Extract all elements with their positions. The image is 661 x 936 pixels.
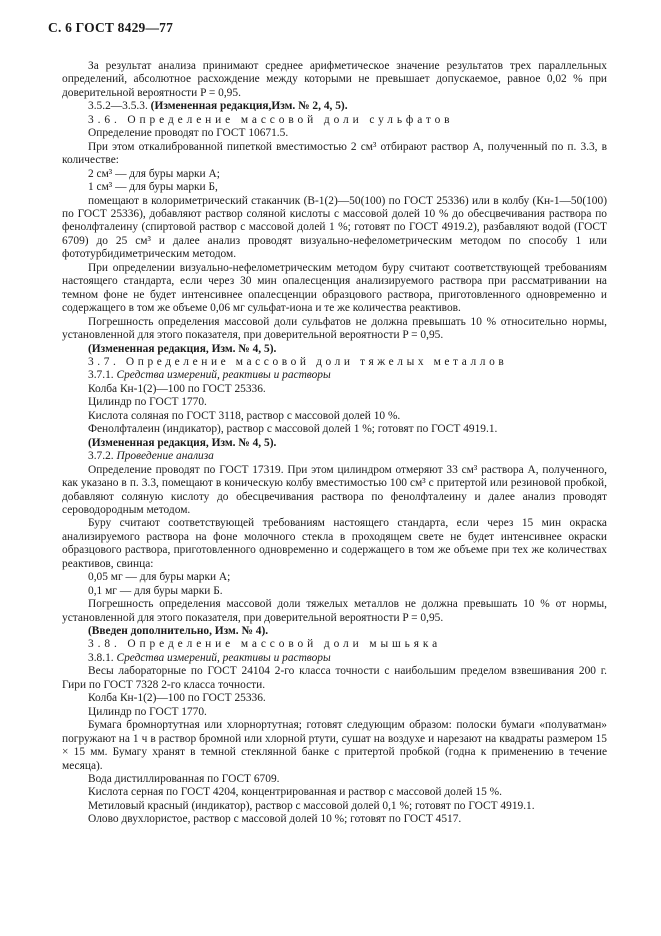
amendment-note: (Введен дополнительно, Изм. № 4). — [88, 625, 269, 638]
subsection-heading — [62, 652, 607, 665]
paragraph: За результат анализа принимают среднее арифметическое значение результатов трех параллельных определений, абсолютное расхождение между которыми не превышает допускаемое, равное 0,02 % при доверительной вероятности P = 0,95. — [62, 60, 607, 99]
list-item: 1 см³ — для буры марки Б, — [88, 181, 218, 194]
paragraph: При определении визуально-нефелометрическим методом буру считают соответствующей требованиям настоящего стандарта, если через 30 мин опалесценция анализируемого раствора при рассматривании на темном фоне не будет интенсивнее опалесценции образцового раствора, приготовленного одновременно и содержащего в том же объеме 0,06 мг сульфат-иона и те же количества реактивов. — [62, 261, 607, 315]
list-item: Колба Кн-1(2)—100 по ГОСТ 25336. — [88, 692, 266, 705]
list-item: 0,1 мг — для буры марки Б. — [88, 584, 223, 597]
paragraph: Определение проводят по ГОСТ 17319. При этом цилиндром отмеряют 33 см³ раствора А, полученного, как указано в п. 3.3, помещают в коническую колбу вместимостью 100 см³ с притертой или резиновой пробкой, добавляют соляную кислоту до обесцвечивания раствора по фенолфталеину и далее анализ проводят сероводородным методом. — [62, 463, 607, 516]
section-number: 3.5.2—3.5.3. — [88, 100, 148, 113]
section-heading: 3.8. Определение массовой доли мышьяка — [88, 638, 442, 651]
subsection-heading — [62, 450, 607, 463]
paragraph: Бумага бромнортутная или хлорнортутная; готовят следующим образом: полоски бумаги «полуватман» погружают на 1 ч в раствор бромной или хлорной ртути, сушат на воздухе и нарезают на квадраты размером 15 × 15 мм. Бумагу хранят в темной стеклянной банке с притертой пробкой (годна к применению в течение месяца). — [62, 719, 607, 772]
subsection-title: Средства измерений, реактивы и растворы — [116, 651, 331, 664]
page-header: С. 6 ГОСТ 8429—77 — [48, 20, 174, 35]
list-item: 2 см³ — для буры марки А; — [88, 167, 220, 180]
paragraph: Погрешность определения массовой доли сульфатов не должна превышать 10 % относительно нормы, установленной для этого показателя, при доверительной вероятности P = 0,95. — [62, 315, 607, 342]
amendment-note: (Измененная редакция, Изм. № 4, 5). — [88, 342, 277, 355]
paragraph: При этом откалиброванной пипеткой вместимостью 2 см³ отбирают раствор А, полученный по п. 3.3, в количестве: — [62, 140, 607, 167]
amendment-note: (Измененная редакция, Изм. № 4, 5). — [88, 436, 277, 449]
amendment-note: (Измененная редакция,Изм. № 2, 4, 5). — [150, 100, 348, 113]
paragraph: Буру считают соответствующей требованиям настоящего стандарта, если через 15 мин окраска анализируемого раствора на фоне молочного стекла в проходящем свете не будет интенсивнее окраски образцового раствора, приготовленного одновременно и содержащего в том же объеме при тех же количествах реактивов, свинца: — [62, 517, 607, 570]
list-item: Колба Кн-1(2)—100 по ГОСТ 25336. — [88, 382, 266, 395]
subsection-title: Средства измерений, реактивы и растворы — [116, 369, 331, 382]
section-number: 3.7.1. — [88, 369, 114, 382]
paragraph: Погрешность определения массовой доли тяжелых металлов не должна превышать 10 % от нормы, установленной для этого показателя, при доверительной вероятности P = 0,95. — [62, 598, 607, 624]
list-item: Цилиндр по ГОСТ 1770. — [88, 396, 207, 409]
list-item: Кислота серная по ГОСТ 4204, концентрированная и раствор с массовой долей 15 %. — [88, 786, 502, 799]
subsection-heading — [62, 369, 607, 382]
document-body — [62, 60, 607, 827]
section-heading — [62, 100, 607, 113]
list-item: Кислота соляная по ГОСТ 3118, раствор с массовой долей 10 %. — [88, 409, 401, 422]
section-number: 3.8.1. — [88, 651, 114, 664]
paragraph: Весы лабораторные по ГОСТ 24104 2-го класса точности с наибольшим пределом взвешивания 200 г. Гири по ГОСТ 7328 2-го класса точности. — [62, 665, 607, 691]
paragraph: Определение проводят по ГОСТ 10671.5. — [88, 127, 289, 140]
list-item: 0,05 мг — для буры марки А; — [88, 571, 231, 584]
section-heading: 3.7. Определение массовой доли тяжелых металлов — [88, 355, 508, 368]
list-item: Фенолфталеин (индикатор), раствор с массовой долей 1 %; готовят по ГОСТ 4919.1. — [88, 423, 498, 436]
list-item: Цилиндр по ГОСТ 1770. — [88, 705, 207, 718]
paragraph: помещают в колориметрический стаканчик (В-1(2)—50(100) по ГОСТ 25336) или в колбу (Кн-1—50(100) по ГОСТ 25336), добавляют раствор соляной кислоты с массовой долей 10 % до обесцвечивания раствора по фенолфталеину (спиртовой раствор с массовой долей 1 %; готовят по ГОСТ 4919.2), разбавляют водой (ГОСТ 6709) до 25 см³ и далее анализ проводят визуально-нефелометрическим методом по способу 1 или фототурбидиметрическим методом. — [62, 194, 607, 261]
list-item: Вода дистиллированная по ГОСТ 6709. — [88, 773, 280, 786]
section-heading: 3.6. Определение массовой доли сульфатов — [88, 113, 454, 126]
list-item: Олово двухлористое, раствор с массовой долей 10 %; готовят по ГОСТ 4517. — [88, 813, 462, 826]
section-number: 3.7.2. — [88, 450, 114, 463]
subsection-title: Проведение анализа — [116, 450, 214, 463]
list-item: Метиловый красный (индикатор), раствор с массовой долей 0,1 %; готовят по ГОСТ 4919.1. — [88, 799, 535, 812]
